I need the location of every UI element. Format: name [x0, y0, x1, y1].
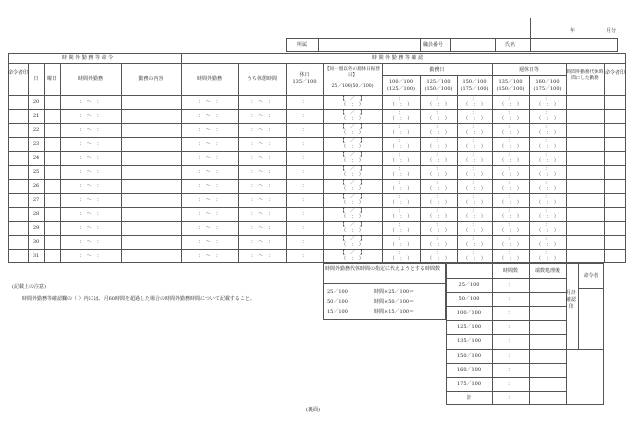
wd-b-bottom: (150／100) — [424, 86, 453, 92]
rate-paren: （ ： ） — [499, 228, 522, 234]
rate-paren: （ ： ） — [427, 228, 450, 234]
ot-order-range: ： ～ ： — [79, 225, 102, 231]
rate-colon: ： — [544, 250, 550, 256]
wd-b-top: 125／100 — [426, 79, 451, 85]
rate-colon: ： — [544, 152, 550, 158]
rate-colon: ： — [471, 166, 477, 172]
rate-paren: （ ： ） — [536, 256, 559, 262]
rate-colon: ： — [471, 194, 477, 200]
day-number: 30 — [32, 239, 40, 245]
rate-colon: ： — [507, 166, 513, 172]
col-commander-seal-2: 命令者印 — [604, 70, 625, 76]
substitute-formula: 時間×15／100＝ — [374, 309, 415, 315]
substitute-formula: 時間×50／100＝ — [374, 299, 415, 305]
day-number: 22 — [32, 127, 40, 133]
rate-paren: （ ： ） — [536, 130, 559, 136]
col-substitute: 時間外勤務代休時間にした勤務 — [566, 70, 604, 81]
wo-a-bottom: (150／100) — [496, 86, 525, 92]
rate-colon: ： — [471, 222, 477, 228]
holiday-colon: ： — [301, 197, 307, 203]
break-range: ： ～ ： — [250, 99, 274, 105]
rate-colon: ： — [544, 180, 550, 186]
non-week-paren: （ ： ） — [341, 102, 364, 108]
ot-confirm-range: ： ～ ： — [198, 155, 221, 161]
rate-paren: （ ： ） — [427, 158, 450, 164]
non-week-paren: （ ： ） — [341, 172, 364, 178]
name-label: 氏名 — [505, 42, 516, 48]
rate-paren: （ ： ） — [463, 242, 486, 248]
summary-divider — [446, 320, 566, 321]
rate-colon: ： — [507, 110, 513, 116]
summary-rate: 160／100 — [456, 366, 482, 373]
rate-colon: ： — [507, 208, 513, 214]
summary-hours-colon: ： — [507, 296, 513, 303]
ot-confirm-range: ： ～ ： — [198, 253, 221, 259]
rate-colon: ： — [435, 208, 441, 214]
rate-colon: ： — [398, 138, 404, 144]
rate-colon: ： — [398, 96, 404, 102]
rate-colon: ： — [435, 152, 441, 158]
rate-colon: ： — [398, 166, 404, 172]
rate-colon: ： — [544, 208, 550, 214]
rate-colon: ： — [544, 96, 550, 102]
holiday-colon: ： — [301, 183, 307, 189]
non-week-bracket: 【 ／ 】 — [339, 222, 365, 228]
rate-colon: ： — [435, 124, 441, 130]
col-weekly-off: 週休日等 — [518, 67, 539, 73]
day-number: 28 — [32, 211, 40, 217]
rate-paren: （ ： ） — [427, 256, 450, 262]
rate-colon: ： — [435, 166, 441, 172]
rate-paren: （ ： ） — [499, 172, 522, 178]
rate-paren: （ ： ） — [536, 158, 559, 164]
col-work-content: 勤務の内容 — [138, 76, 164, 82]
summary-rate: 100／100 — [456, 310, 482, 317]
non-week-paren: （ ： ） — [341, 144, 364, 150]
summary-hours-colon: ： — [507, 366, 513, 373]
rate-paren: （ ： ） — [499, 242, 522, 248]
wo-b-bottom: (175／100) — [533, 86, 562, 92]
holiday-colon: ： — [301, 141, 307, 147]
non-week-bracket: 【 ／ 】 — [339, 166, 365, 172]
rate-paren: （ ： ） — [536, 200, 559, 206]
rate-paren: （ ： ） — [427, 144, 450, 150]
rate-paren: （ ： ） — [463, 144, 486, 150]
rate-paren: （ ： ） — [463, 158, 486, 164]
summary-divider — [446, 391, 566, 392]
non-week-bracket: 【 ／ 】 — [339, 236, 365, 242]
rate-paren: （ ： ） — [389, 158, 413, 164]
summary-rate: 50／100 — [458, 296, 480, 303]
rate-colon: ： — [507, 222, 513, 228]
ot-order-range: ： ～ ： — [79, 211, 102, 217]
ot-order-range: ： ～ ： — [79, 239, 102, 245]
non-week-paren: （ ： ） — [341, 242, 364, 248]
rate-colon: ： — [398, 236, 404, 242]
col-weekday: 曜日 — [46, 76, 57, 82]
summary-divider — [446, 377, 566, 378]
col-holiday-rate: 135／100 — [292, 79, 317, 85]
non-week-paren: （ ： ） — [341, 130, 364, 136]
order-title: 時 間 外 勤 務 等 命 令 — [62, 55, 114, 61]
rate-colon: ： — [398, 222, 404, 228]
rate-colon: ： — [544, 222, 550, 228]
rate-paren: （ ： ） — [536, 116, 559, 122]
substitute-formula: 時間×25／100＝ — [374, 289, 415, 295]
day-number: 27 — [32, 197, 40, 203]
summary-col-commander: 命令者 — [583, 273, 599, 279]
summary-hours-colon: ： — [507, 338, 513, 345]
ot-confirm-range: ： ～ ： — [198, 225, 221, 231]
wd-a-bottom: (125／100) — [387, 86, 415, 92]
summary-rate: 25／100 — [458, 282, 480, 288]
holiday-colon: ： — [301, 113, 307, 119]
rate-paren: （ ： ） — [463, 256, 486, 262]
year-label: 年 — [570, 28, 576, 34]
non-week-bracket: 【 ／ 】 — [339, 250, 365, 256]
dept-label: 所属 — [297, 42, 308, 48]
rate-paren: （ ： ） — [389, 214, 413, 220]
substitute-rate: 15／100 — [327, 309, 348, 315]
ot-order-range: ： ～ ： — [79, 127, 102, 133]
summary-hours-colon: ： — [507, 324, 513, 331]
day-number: 26 — [32, 183, 40, 189]
rate-paren: （ ： ） — [389, 200, 413, 206]
day-number: 20 — [32, 99, 40, 105]
rate-colon: ： — [544, 236, 550, 242]
ot-order-range: ： ～ ： — [79, 253, 102, 259]
ot-order-range: ： ～ ： — [79, 183, 102, 189]
summary-divider — [446, 363, 566, 364]
rate-colon: ： — [398, 152, 404, 158]
ot-order-range: ： ～ ： — [79, 155, 102, 161]
day-number: 21 — [32, 113, 40, 119]
rate-colon: ： — [544, 124, 550, 130]
rate-colon: ： — [398, 250, 404, 256]
holiday-colon: ： — [301, 99, 307, 105]
rate-paren: （ ： ） — [389, 102, 413, 108]
rate-paren: （ ： ） — [536, 242, 559, 248]
ot-confirm-range: ： ～ ： — [198, 197, 221, 203]
rate-paren: （ ： ） — [536, 228, 559, 234]
summary-divider — [446, 278, 566, 279]
ot-order-range: ： ～ ： — [79, 141, 102, 147]
summary-divider — [446, 349, 566, 350]
rate-colon: ： — [435, 138, 441, 144]
summary-rate: 125／100 — [456, 324, 482, 331]
rate-paren: （ ： ） — [427, 130, 450, 136]
rate-colon: ： — [435, 96, 441, 102]
rate-paren: （ ： ） — [499, 130, 522, 136]
rate-colon: ： — [544, 138, 550, 144]
rate-colon: ： — [398, 124, 404, 130]
summary-rate: 計 — [466, 394, 472, 401]
rate-colon: ： — [471, 250, 477, 256]
rate-paren: （ ： ） — [389, 242, 413, 248]
rate-paren: （ ： ） — [499, 116, 522, 122]
holiday-colon: ： — [301, 211, 307, 217]
holiday-colon: ： — [301, 169, 307, 175]
rate-colon: ： — [398, 180, 404, 186]
rate-colon: ： — [435, 222, 441, 228]
wo-a-top: 135／100 — [498, 79, 523, 85]
rate-colon: ： — [507, 180, 513, 186]
rate-colon: ： — [471, 138, 477, 144]
non-week-bracket: 【 ／ 】 — [339, 180, 365, 186]
staff-no-label: 職員番号 — [423, 42, 444, 48]
summary-rate: 150／100 — [456, 352, 482, 359]
rate-colon: ： — [435, 250, 441, 256]
col-holiday: 休日 — [299, 72, 310, 78]
rate-paren: （ ： ） — [463, 214, 486, 220]
substitute-title: 時間外勤務代休時間の指定に代えようとする時間数 — [325, 266, 441, 272]
holiday-colon: ： — [301, 127, 307, 133]
rate-colon: ： — [544, 194, 550, 200]
break-range: ： ～ ： — [250, 155, 274, 161]
header-info-box — [286, 38, 618, 52]
rate-colon: ： — [471, 96, 477, 102]
rate-colon: ： — [507, 96, 513, 102]
break-range: ： ～ ： — [250, 127, 274, 133]
ot-order-range: ： ～ ： — [79, 99, 102, 105]
substitute-rate: 25／100 — [327, 289, 348, 295]
substitute-rate: 50／100 — [327, 299, 348, 305]
holiday-colon: ： — [301, 225, 307, 231]
rate-paren: （ ： ） — [427, 200, 450, 206]
non-week-paren: （ ： ） — [341, 228, 364, 234]
col-commander-seal: 命令者印 — [8, 70, 29, 76]
rate-colon: ： — [507, 138, 513, 144]
wd-c-top: 150／100 — [462, 79, 487, 85]
rate-colon: ： — [507, 124, 513, 130]
ot-confirm-range: ： ～ ： — [198, 239, 221, 245]
rate-colon: ： — [507, 236, 513, 242]
rate-paren: （ ： ） — [499, 158, 522, 164]
col-ot-order: 時間外勤務 — [77, 76, 103, 82]
rate-paren: （ ： ） — [463, 200, 486, 206]
rate-paren: （ ： ） — [427, 214, 450, 220]
summary-divider — [446, 306, 566, 307]
rate-colon: ： — [471, 180, 477, 186]
non-week-bracket: 【 ／ 】 — [339, 138, 365, 144]
ot-confirm-range: ： ～ ： — [198, 141, 221, 147]
summary-hours-colon: ： — [507, 282, 513, 288]
rate-paren: （ ： ） — [427, 186, 450, 192]
day-number: 31 — [32, 253, 40, 259]
summary-hours-colon: ： — [507, 394, 513, 401]
rate-paren: （ ： ） — [463, 228, 486, 234]
break-range: ： ～ ： — [250, 225, 274, 231]
rate-colon: ： — [398, 110, 404, 116]
rate-paren: （ ： ） — [389, 186, 413, 192]
break-range: ： ～ ： — [250, 239, 274, 245]
rate-colon: ： — [398, 208, 404, 214]
col-break-time: うち休憩時間 — [246, 76, 277, 82]
rate-paren: （ ： ） — [536, 214, 559, 220]
wd-c-bottom: (175／100) — [460, 86, 489, 92]
rate-colon: ： — [544, 110, 550, 116]
rate-paren: （ ： ） — [499, 200, 522, 206]
month-label: 月分 — [606, 28, 617, 34]
rate-paren: （ ： ） — [499, 214, 522, 220]
break-range: ： ～ ： — [250, 113, 274, 119]
rate-paren: （ ： ） — [536, 102, 559, 108]
rate-colon: ： — [471, 124, 477, 130]
rate-paren: （ ： ） — [389, 144, 413, 150]
ot-confirm-range: ： ～ ： — [198, 169, 221, 175]
confirm-title: 時 間 外 勤 務 等 確 認 — [372, 55, 424, 61]
day-number: 23 — [32, 141, 40, 147]
break-range: ： ～ ： — [250, 141, 274, 147]
non-week-paren: （ ： ） — [341, 186, 364, 192]
holiday-colon: ： — [301, 253, 307, 259]
summary-rate: 135／100 — [456, 338, 482, 345]
day-number: 25 — [32, 169, 40, 175]
ot-confirm-range: ： ～ ： — [198, 99, 221, 105]
rate-paren: （ ： ） — [389, 172, 413, 178]
ot-confirm-range: ： ～ ： — [198, 127, 221, 133]
rate-colon: ： — [507, 194, 513, 200]
ot-confirm-range: ： ～ ： — [198, 183, 221, 189]
rate-colon: ： — [435, 236, 441, 242]
rate-paren: （ ： ） — [499, 144, 522, 150]
rate-paren: （ ： ） — [389, 116, 413, 122]
rate-paren: （ ： ） — [427, 102, 450, 108]
wo-b-top: 160／100 — [535, 79, 560, 85]
rate-paren: （ ： ） — [427, 116, 450, 122]
summary-col-fraction: 端数処理後 — [534, 268, 560, 274]
form-type: (裏面) — [306, 407, 320, 413]
summary-rate: 175／100 — [456, 380, 482, 387]
rate-colon: ： — [471, 236, 477, 242]
rate-paren: （ ： ） — [463, 186, 486, 192]
rate-paren: （ ： ） — [499, 256, 522, 262]
wd-a-top: 100／100 — [388, 79, 414, 85]
notes-body: 時間外勤務等確認欄の（ ）内には、月60時間を超過した場合の時間外勤務時間について記載すること。 — [22, 296, 255, 302]
rate-colon: ： — [507, 152, 513, 158]
rate-colon: ： — [471, 110, 477, 116]
summary-hours-colon: ： — [507, 310, 513, 317]
rate-paren: （ ： ） — [536, 186, 559, 192]
rate-colon: ： — [471, 152, 477, 158]
holiday-colon: ： — [301, 239, 307, 245]
col-ot-confirm: 時間外勤務 — [196, 76, 222, 82]
notes-title: (記載上の注意) — [12, 284, 46, 290]
rate-colon: ： — [471, 208, 477, 214]
rate-colon: ： — [435, 180, 441, 186]
col-non-week: 【同一週以外の週休日振替日】 — [324, 67, 381, 78]
non-week-paren: （ ： ） — [341, 214, 364, 220]
non-week-paren: （ ： ） — [341, 158, 364, 164]
rate-paren: （ ： ） — [536, 144, 559, 150]
monthly-check-label: 月計確認印 — [566, 290, 577, 310]
break-range: ： ～ ： — [250, 253, 274, 259]
rate-paren: （ ： ） — [389, 228, 413, 234]
rate-paren: （ ： ） — [499, 186, 522, 192]
rate-paren: （ ： ） — [463, 102, 486, 108]
rate-colon: ： — [435, 110, 441, 116]
ot-order-range: ： ～ ： — [79, 169, 102, 175]
rate-paren: （ ： ） — [463, 116, 486, 122]
rate-colon: ： — [398, 194, 404, 200]
ot-confirm-range: ： ～ ： — [198, 211, 221, 217]
rate-colon: ： — [507, 250, 513, 256]
rate-paren: （ ： ） — [536, 172, 559, 178]
summary-col-hours: 時間数 — [502, 268, 518, 274]
rate-colon: ： — [435, 194, 441, 200]
non-week-bracket: 【 ／ 】 — [339, 194, 365, 200]
day-number: 24 — [32, 155, 40, 161]
rate-paren: （ ： ） — [427, 172, 450, 178]
ot-order-range: ： ～ ： — [79, 197, 102, 203]
rate-paren: （ ： ） — [389, 130, 413, 136]
holiday-colon: ： — [301, 155, 307, 161]
summary-divider — [446, 292, 566, 293]
col-work-day: 勤務日 — [429, 67, 445, 73]
rate-paren: （ ： ） — [463, 172, 486, 178]
non-week-bracket: 【 ／ 】 — [339, 110, 365, 116]
non-week-bracket: 【 ／ 】 — [339, 124, 365, 130]
summary-divider — [446, 334, 566, 335]
day-number: 29 — [32, 225, 40, 231]
non-week-bracket: 【 ／ 】 — [339, 96, 365, 102]
rate-colon: ： — [544, 166, 550, 172]
ot-confirm-range: ： ～ ： — [198, 113, 221, 119]
rate-paren: （ ： ） — [499, 102, 522, 108]
non-week-paren: （ ： ） — [341, 116, 364, 122]
col-non-week-rate: 25／100(50／100) — [331, 84, 374, 89]
ot-order-range: ： ～ ： — [79, 113, 102, 119]
rate-paren: （ ： ） — [463, 130, 486, 136]
break-range: ： ～ ： — [250, 169, 274, 175]
break-range: ： ～ ： — [250, 211, 274, 217]
non-week-paren: （ ： ） — [341, 200, 364, 206]
rate-paren: （ ： ） — [427, 242, 450, 248]
col-day: 日 — [33, 76, 39, 82]
non-week-bracket: 【 ／ 】 — [339, 152, 365, 158]
break-range: ： ～ ： — [250, 183, 274, 189]
summary-hours-colon: ： — [507, 352, 513, 359]
non-week-bracket: 【 ／ 】 — [339, 208, 365, 214]
break-range: ： ～ ： — [250, 197, 274, 203]
summary-hours-colon: ： — [507, 380, 513, 387]
non-week-paren: （ ： ） — [341, 256, 364, 262]
rate-paren: （ ： ） — [389, 256, 413, 262]
